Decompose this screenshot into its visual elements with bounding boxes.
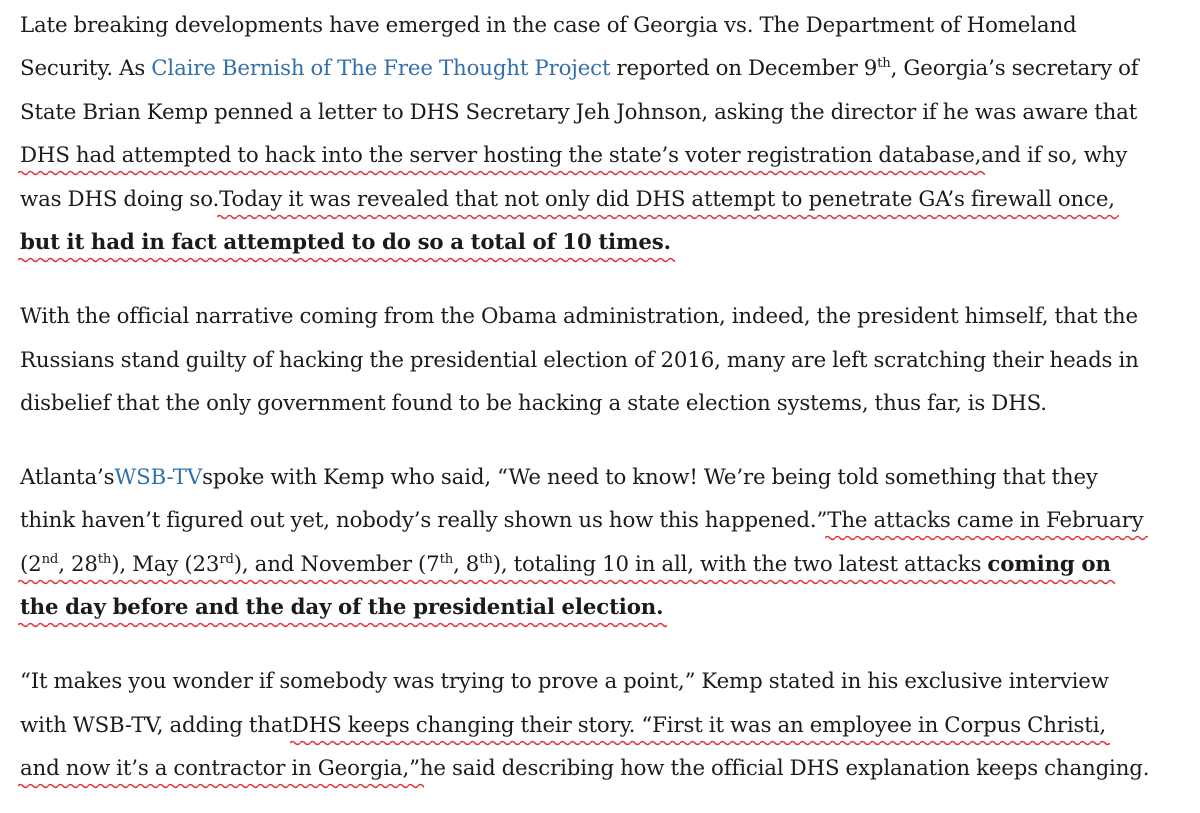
superscript: th [877, 55, 891, 71]
underlined-text: Today it was revealed that not only did DHS attempt to penetrate GA’s firewall once, [219, 187, 1115, 212]
text-run: Russians stand guilty of hacking the presidential election of 2016, many are left scratching their heads in [20, 348, 1139, 373]
superscript: th [479, 551, 493, 567]
text-line [20, 230, 671, 262]
text-line [20, 713, 1106, 745]
text-line [20, 552, 1111, 584]
underlined-text: DHS keeps changing their story. “First it was an employee in Corpus Christi, [291, 713, 1106, 738]
text-run: , Georgia’s secretary of [890, 56, 1139, 81]
text-run: was DHS doing so. [20, 187, 220, 212]
author-link[interactable]: Claire Bernish of The Free Thought Project [151, 56, 611, 81]
underlined-bold-text: but it had in fact attempted to do so a total of 10 times. [20, 230, 671, 255]
superscript: rd [219, 551, 234, 567]
text-run: , 8 [453, 552, 480, 577]
superscript: th [97, 551, 112, 567]
text-line [20, 391, 1047, 423]
text-run: Security. As [20, 56, 146, 81]
underlined-bold-text: the day before and the day of the presidential election. [20, 595, 664, 620]
text-run: State Brian Kemp penned a letter to DHS Secretary Jeh Johnson, asking the director if he was aware that [20, 100, 1138, 125]
text-run: , 28 [58, 552, 98, 577]
text-run: Atlanta’s [20, 465, 115, 490]
text-line [20, 595, 663, 627]
text-run: ), and November (7 [233, 552, 440, 577]
text-line [20, 13, 1077, 45]
text-run: disbelief that the only government found to be hacking a state election systems, thus far, is DHS. [20, 391, 1047, 416]
superscript: th [439, 551, 454, 567]
text-line [20, 756, 1149, 788]
wsb-tv-link[interactable]: WSB-TV [114, 465, 203, 490]
text-run: With the official narrative coming from the Obama administration, indeed, the president himself, that the [20, 304, 1138, 329]
text-line [20, 143, 1127, 175]
text-line [20, 187, 1115, 219]
text-line [20, 669, 1109, 701]
underlined-text: DHS had attempted to hack into the server hosting the state’s voter registration database, [20, 143, 982, 168]
text-line [20, 56, 1139, 88]
text-run: with WSB-TV, adding that [20, 713, 292, 738]
underlined-text [20, 552, 1111, 577]
bold-text: coming on [987, 552, 1111, 577]
text-run: Late breaking developments have emerged in the case of Georgia vs. The Department of Homeland [20, 13, 1077, 38]
text-run: ), totaling 10 in all, with the two latest attacks [492, 552, 988, 577]
text-run: think haven’t figured out yet, nobody’s really shown us how this happened.” [20, 508, 828, 533]
text-line [20, 304, 1138, 336]
text-run: “It makes you wonder if somebody was trying to prove a point,” Kemp stated in his exclusive interview [20, 669, 1109, 694]
text-line [20, 465, 1098, 497]
superscript: nd [41, 551, 59, 567]
text-run: he said describing how the official DHS explanation keeps changing. [419, 756, 1150, 781]
underlined-text: The attacks came in February [827, 508, 1144, 533]
text-run: (2 [20, 552, 42, 577]
text-line [20, 348, 1139, 380]
text-run: spoke with Kemp who said, “We need to know! We’re being told something that they [202, 465, 1098, 490]
underlined-text: and now it’s a contractor in Georgia,” [20, 756, 420, 781]
text-line [20, 100, 1137, 132]
text-line [20, 508, 1144, 540]
text-run: reported on December 9 [616, 56, 878, 81]
text-run: and if so, why [981, 143, 1128, 168]
text-run: ), May (23 [111, 552, 220, 577]
